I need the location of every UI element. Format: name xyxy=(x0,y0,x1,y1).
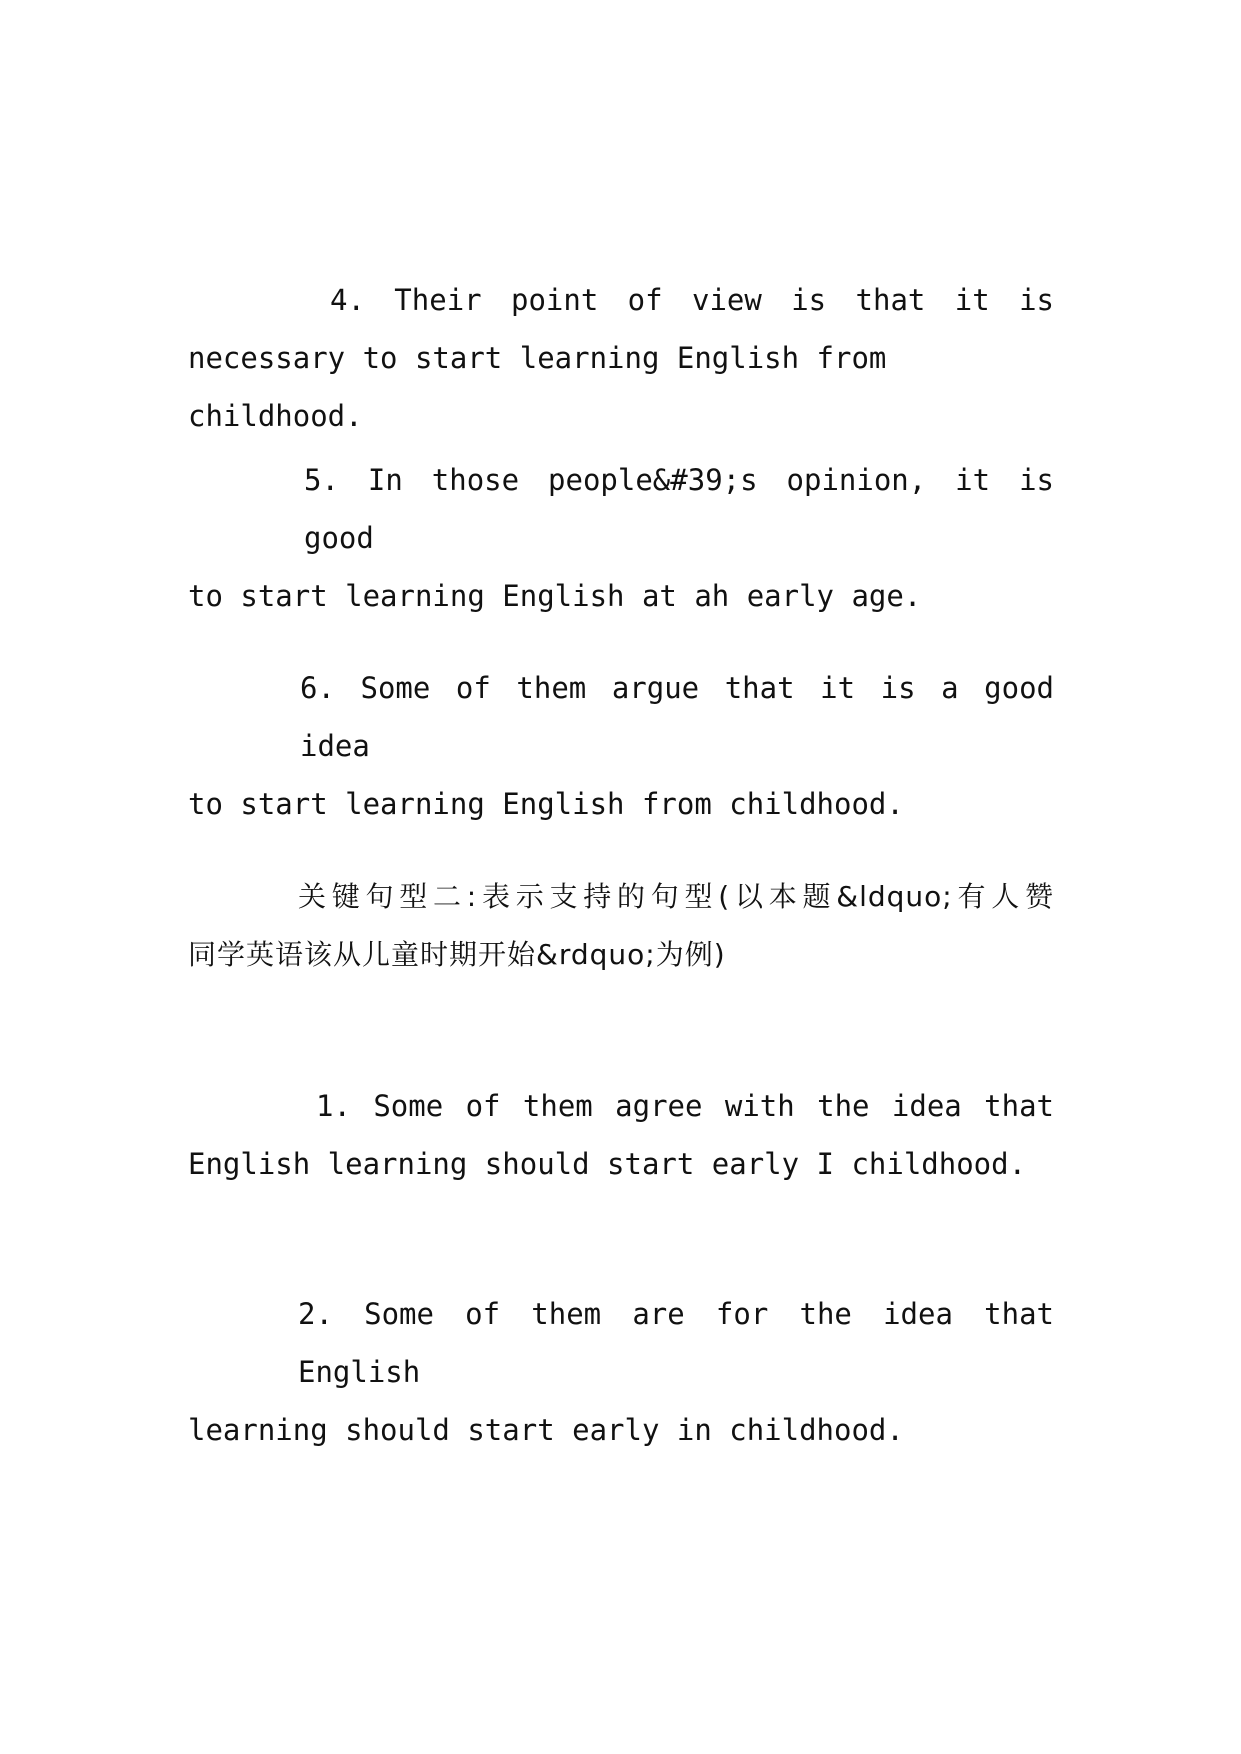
section-heading-key-pattern-2 xyxy=(188,868,1054,984)
paragraph-line: 6. Some of them argue that it is a good idea xyxy=(300,671,1054,763)
paragraph-line: 4. Their point of view is that it is xyxy=(330,283,1054,317)
paragraph-line: 1. Some of them agree with the idea that xyxy=(316,1089,1054,1123)
paragraph-line: learning should start early in childhood. xyxy=(188,1413,904,1447)
paragraph-line: 2. Some of them are for the idea that English xyxy=(298,1297,1054,1389)
paragraph-4 xyxy=(188,271,1054,445)
paragraph-line: 同学英语该从儿童时期开始&rdquo;为例) xyxy=(188,938,726,971)
paragraph-line: English learning should start early I childhood. xyxy=(188,1147,1027,1181)
paragraph-5 xyxy=(188,451,1054,625)
paragraph-line: to start learning English from childhood. xyxy=(188,787,904,821)
paragraph-line: 关键句型二:表示支持的句型(以本题&ldquo;有人赞 xyxy=(298,880,1054,913)
paragraph-line: to start learning English at ah early age. xyxy=(188,579,922,613)
paragraph-line: 5. In those people&#39;s opinion, it is good xyxy=(304,463,1054,555)
paragraph-1 xyxy=(188,1077,1054,1193)
paragraph-2 xyxy=(188,1285,1054,1459)
paragraph-line: necessary to start learning English from childhood. xyxy=(188,341,887,433)
paragraph-6 xyxy=(188,659,1054,833)
